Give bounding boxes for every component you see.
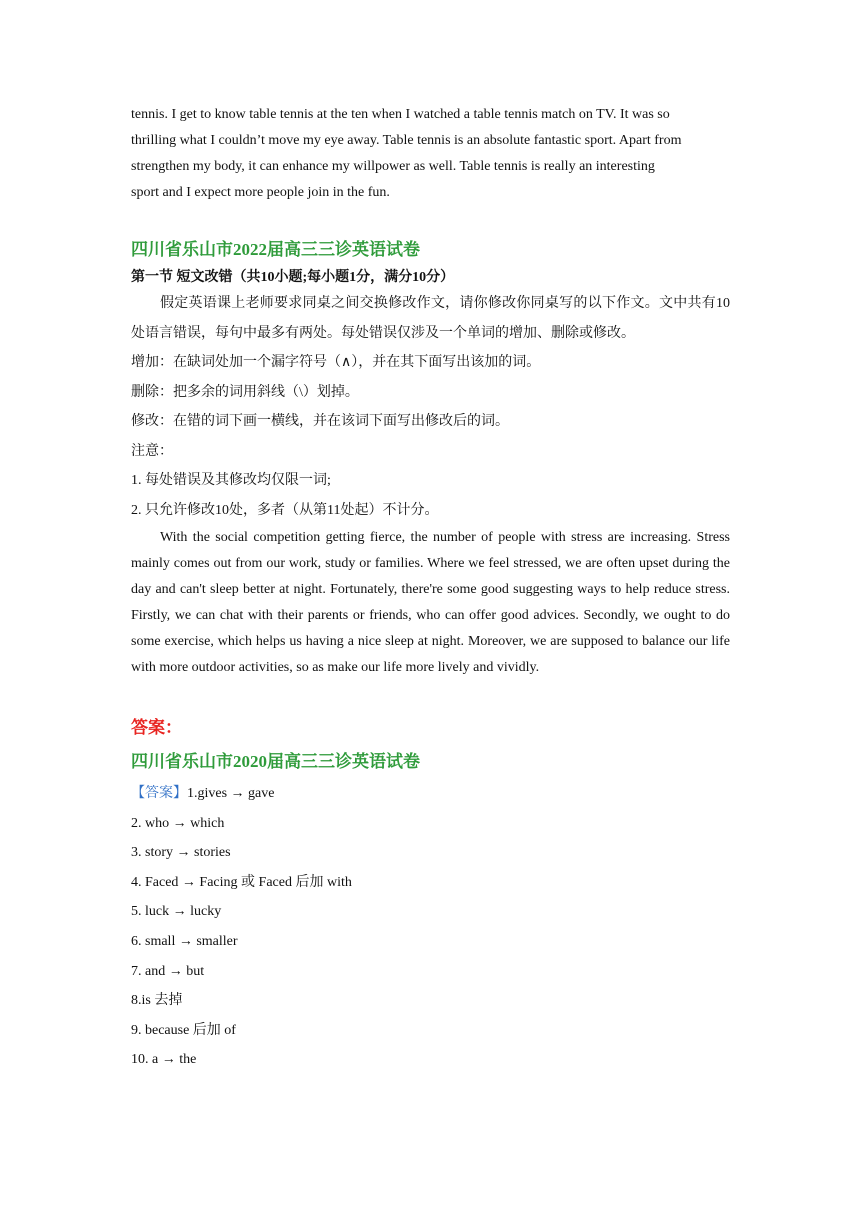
answer-label: 答案： xyxy=(131,718,182,737)
answer-item: 6. small → smaller xyxy=(131,933,238,949)
intro-line: thrilling what I couldn’t move my eye away. Table tennis is an absolute fantastic sport. Apart from xyxy=(131,133,682,148)
answer-item: 【答案】1.gives → gave xyxy=(131,786,275,801)
instructions xyxy=(131,289,730,525)
section-title: 第一节 短文改错（共10小题;每小题1分，满分10分） xyxy=(131,270,455,285)
instruction-modify: 修改：在错的词下画一横线，并在该词下面写出修改后的词。 xyxy=(131,414,509,429)
answer-item: 10. a → the xyxy=(131,1052,197,1068)
instruction-paragraph: 假定英语课上老师要求同桌之间交换修改作文，请你修改你同桌写的以下作文。文中共有10处语言错误，每句中最多有两处。每处错误仅涉及一个单词的增加、删除或修改。 xyxy=(131,296,730,341)
intro-line: tennis. I get to know table tennis at the ten when I watched a table tennis match on TV. It was so xyxy=(131,107,670,122)
answer-item: 9. because 后加 of xyxy=(131,1022,236,1038)
answer-item: 5. luck → lucky xyxy=(131,904,222,920)
answer-item: 4. Faced → Facing 或 Faced 后加 with xyxy=(131,874,352,890)
instruction-note: 注意： xyxy=(131,443,173,459)
instruction-note-1: 1. 每处错误及其修改均仅限一词; xyxy=(131,473,331,488)
essay-paragraph: With the social competition getting fierce, the number of people with stress are increasing. Stress mainly comes out from our work, study or families. Where we feel stressed, we are often upset during the day and can't sleep better at night. Fortunately, there're some good suggesting ways to help reduce stress. Firstly, we can chat with their parents or friends, who can offer good advices. Secondly, we ought to do some exercise, which helps us having a nice sleep at night. Moreover, we are supposed to balance our life with more outdoor activities, so as make our life more lively and vividly. xyxy=(131,530,730,675)
intro-line: sport and I expect more people join in the fun. xyxy=(131,185,390,200)
instruction-delete: 删除：把多余的词用斜线（\）划掉。 xyxy=(131,384,359,400)
answer-item: 7. and → but xyxy=(131,963,205,979)
answer-list xyxy=(131,779,730,1075)
page-content xyxy=(131,102,730,1075)
answer-item: 8.is 去掉 xyxy=(131,993,183,1009)
answer-exam-title: 四川省乐山市2020届高三三诊英语试卷 xyxy=(131,752,420,771)
instruction-add: 增加：在缺词处加一个漏字符号（∧），并在其下面写出该加的词。 xyxy=(131,355,541,370)
intro-line: strengthen my body, it can enhance my willpower as well. Table tennis is really an interesting xyxy=(131,159,655,174)
answer-tag: 【答案】 xyxy=(131,786,187,801)
exam-title: 四川省乐山市2022届高三三诊英语试卷 xyxy=(131,240,420,259)
answer-item: 3. story → stories xyxy=(131,845,231,861)
answer-item: 2. who → which xyxy=(131,815,225,831)
instruction-note-2: 2. 只允许修改10处，多者（从第11处起）不计分。 xyxy=(131,502,439,518)
intro-paragraph xyxy=(131,102,730,206)
